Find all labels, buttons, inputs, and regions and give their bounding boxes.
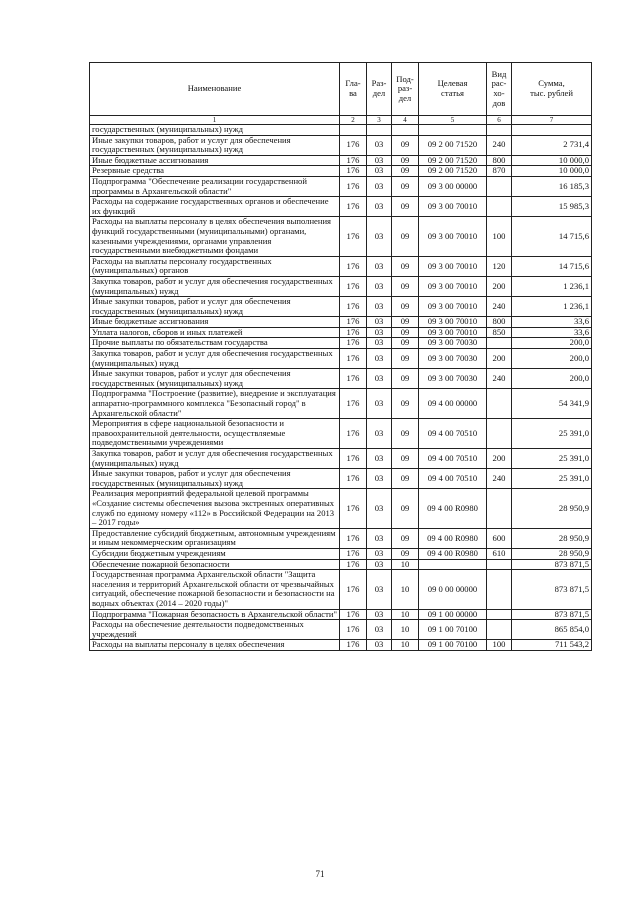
row-name: Субсидии бюджетным учреждениям	[90, 548, 340, 559]
row-razdel: 03	[367, 135, 392, 155]
row-name: Подпрограмма "Обеспечение реализации государственной программы в Архангельской области"	[90, 176, 340, 196]
row-podrazdel: 09	[392, 548, 419, 559]
row-sum: 1 236,1	[512, 297, 592, 317]
row-podrazdel: 09	[392, 176, 419, 196]
row-glava: 176	[340, 570, 367, 609]
row-razdel	[367, 125, 392, 136]
column-number: 1	[90, 116, 340, 125]
row-glava: 176	[340, 327, 367, 338]
row-sum: 711 543,2	[512, 640, 592, 651]
row-statya: 09 4 00 R0980	[419, 528, 487, 548]
row-vid	[487, 338, 512, 349]
table-row	[90, 135, 592, 155]
row-sum: 10 000,0	[512, 155, 592, 166]
row-statya: 09 4 00 70510	[419, 449, 487, 469]
row-glava: 176	[340, 338, 367, 349]
table-row	[90, 369, 592, 389]
row-glava: 176	[340, 349, 367, 369]
row-vid: 200	[487, 449, 512, 469]
row-name: государственных (муниципальных) нужд	[90, 125, 340, 136]
row-razdel: 03	[367, 197, 392, 217]
row-sum: 2 731,4	[512, 135, 592, 155]
table-row	[90, 609, 592, 620]
header-podrazdel: Под- раз- дел	[392, 63, 419, 116]
row-vid: 600	[487, 528, 512, 548]
row-name: Иные бюджетные ассигнования	[90, 155, 340, 166]
row-statya: 09 0 00 00000	[419, 570, 487, 609]
row-statya: 09 3 00 70030	[419, 338, 487, 349]
row-sum: 873 871,5	[512, 570, 592, 609]
row-name: Иные бюджетные ассигнования	[90, 317, 340, 328]
row-podrazdel: 09	[392, 135, 419, 155]
column-number: 2	[340, 116, 367, 125]
table-row	[90, 327, 592, 338]
table-row	[90, 176, 592, 196]
row-vid	[487, 176, 512, 196]
row-razdel: 03	[367, 548, 392, 559]
row-statya: 09 3 00 70030	[419, 349, 487, 369]
row-glava: 176	[340, 369, 367, 389]
row-sum: 200,0	[512, 369, 592, 389]
row-statya: 09 4 00 70510	[419, 469, 487, 489]
row-sum	[512, 125, 592, 136]
row-name: Уплата налогов, сборов и иных платежей	[90, 327, 340, 338]
table-row	[90, 256, 592, 276]
row-sum: 25 391,0	[512, 419, 592, 449]
row-statya: 09 2 00 71520	[419, 155, 487, 166]
row-statya: 09 4 00 70510	[419, 419, 487, 449]
row-vid	[487, 489, 512, 528]
row-vid: 240	[487, 135, 512, 155]
row-glava: 176	[340, 176, 367, 196]
row-glava: 176	[340, 489, 367, 528]
row-razdel: 03	[367, 338, 392, 349]
header-razdel: Раз- дел	[367, 63, 392, 116]
row-vid: 200	[487, 276, 512, 296]
table-row	[90, 449, 592, 469]
row-razdel: 03	[367, 640, 392, 651]
table-row	[90, 559, 592, 570]
row-sum: 33,6	[512, 317, 592, 328]
row-statya	[419, 125, 487, 136]
table-row	[90, 620, 592, 640]
row-glava: 176	[340, 276, 367, 296]
row-glava: 176	[340, 197, 367, 217]
row-name: Подпрограмма "Пожарная безопасность в Архангельской области"	[90, 609, 340, 620]
row-razdel: 03	[367, 609, 392, 620]
row-razdel: 03	[367, 489, 392, 528]
row-sum: 865 854,0	[512, 620, 592, 640]
row-name: Расходы на выплаты персоналу в целях обеспечения выполнения функций государственными (муниципальными) органами, казенными учреждениями, органами управления государственными внебюджетными фондами	[90, 217, 340, 256]
header-summa: Сумма, тыс. рублей	[512, 63, 592, 116]
row-vid: 610	[487, 548, 512, 559]
row-statya: 09 3 00 70010	[419, 327, 487, 338]
row-sum: 1 236,1	[512, 276, 592, 296]
row-podrazdel: 09	[392, 166, 419, 177]
row-glava: 176	[340, 135, 367, 155]
row-podrazdel: 09	[392, 155, 419, 166]
header-row	[90, 63, 592, 116]
row-name: Резервные средства	[90, 166, 340, 177]
table-row	[90, 489, 592, 528]
row-name: Подпрограмма "Построение (развитие), внедрение и эксплуатация аппаратно-программного комплекса "Безопасный город" в Архангельской области"	[90, 389, 340, 419]
table-row	[90, 297, 592, 317]
column-number: 3	[367, 116, 392, 125]
row-razdel: 03	[367, 620, 392, 640]
row-razdel: 03	[367, 155, 392, 166]
row-sum: 873 871,5	[512, 559, 592, 570]
row-sum: 14 715,6	[512, 217, 592, 256]
row-podrazdel: 09	[392, 389, 419, 419]
row-vid	[487, 389, 512, 419]
row-name: Обеспечение пожарной безопасности	[90, 559, 340, 570]
table-row	[90, 349, 592, 369]
table-row	[90, 125, 592, 136]
table-row	[90, 166, 592, 177]
row-statya: 09 3 00 70010	[419, 197, 487, 217]
row-statya: 09 4 00 R0980	[419, 548, 487, 559]
row-statya	[419, 559, 487, 570]
header-glava: Гла- ва	[340, 63, 367, 116]
row-glava: 176	[340, 620, 367, 640]
row-statya: 09 1 00 00000	[419, 609, 487, 620]
row-razdel: 03	[367, 327, 392, 338]
row-statya: 09 3 00 70010	[419, 276, 487, 296]
row-razdel: 03	[367, 369, 392, 389]
table-row	[90, 217, 592, 256]
row-glava	[340, 125, 367, 136]
column-number: 4	[392, 116, 419, 125]
row-statya: 09 3 00 70010	[419, 297, 487, 317]
column-number: 6	[487, 116, 512, 125]
row-name: Расходы на содержание государственных органов и обеспечение их функций	[90, 197, 340, 217]
row-razdel: 03	[367, 176, 392, 196]
row-statya: 09 2 00 71520	[419, 166, 487, 177]
row-razdel: 03	[367, 469, 392, 489]
row-glava: 176	[340, 469, 367, 489]
row-glava: 176	[340, 297, 367, 317]
row-sum: 10 000,0	[512, 166, 592, 177]
table-row	[90, 197, 592, 217]
row-podrazdel	[392, 125, 419, 136]
row-sum: 54 341,9	[512, 389, 592, 419]
row-vid	[487, 559, 512, 570]
row-vid: 100	[487, 640, 512, 651]
row-glava: 176	[340, 640, 367, 651]
row-vid: 240	[487, 369, 512, 389]
row-sum: 873 871,5	[512, 609, 592, 620]
row-podrazdel: 10	[392, 640, 419, 651]
row-razdel: 03	[367, 276, 392, 296]
row-glava: 176	[340, 256, 367, 276]
row-razdel: 03	[367, 449, 392, 469]
table-row	[90, 469, 592, 489]
row-podrazdel: 09	[392, 369, 419, 389]
row-name: Иные закупки товаров, работ и услуг для обеспечения государственных (муниципальных) нужд	[90, 135, 340, 155]
row-vid: 800	[487, 155, 512, 166]
table-row	[90, 548, 592, 559]
row-podrazdel: 09	[392, 349, 419, 369]
row-razdel: 03	[367, 297, 392, 317]
row-statya: 09 3 00 70010	[419, 317, 487, 328]
row-sum: 14 715,6	[512, 256, 592, 276]
row-razdel: 03	[367, 349, 392, 369]
row-vid: 240	[487, 297, 512, 317]
page-number: 71	[315, 869, 325, 879]
row-vid: 850	[487, 327, 512, 338]
row-podrazdel: 09	[392, 528, 419, 548]
row-name: Иные закупки товаров, работ и услуг для обеспечения государственных (муниципальных) нужд	[90, 297, 340, 317]
header-name: Наименование	[90, 63, 340, 116]
row-sum: 33,6	[512, 327, 592, 338]
row-razdel: 03	[367, 256, 392, 276]
row-name: Расходы на выплаты персоналу государственных (муниципальных) органов	[90, 256, 340, 276]
row-statya: 09 3 00 00000	[419, 176, 487, 196]
row-name: Иные закупки товаров, работ и услуг для обеспечения государственных (муниципальных) нужд	[90, 469, 340, 489]
row-vid: 120	[487, 256, 512, 276]
row-sum: 200,0	[512, 338, 592, 349]
row-podrazdel: 09	[392, 297, 419, 317]
row-vid: 800	[487, 317, 512, 328]
table-row	[90, 419, 592, 449]
row-sum: 200,0	[512, 349, 592, 369]
header-statya: Целевая статья	[419, 63, 487, 116]
row-razdel: 03	[367, 559, 392, 570]
row-statya: 09 4 00 00000	[419, 389, 487, 419]
row-razdel: 03	[367, 217, 392, 256]
row-glava: 176	[340, 609, 367, 620]
row-name: Мероприятия в сфере национальной безопасности и правоохранительной деятельности, осуществляемые подведомственными учреждениями	[90, 419, 340, 449]
row-podrazdel: 09	[392, 217, 419, 256]
row-vid	[487, 197, 512, 217]
row-vid	[487, 570, 512, 609]
table-row	[90, 570, 592, 609]
row-vid	[487, 620, 512, 640]
row-statya: 09 3 00 70010	[419, 217, 487, 256]
row-vid: 240	[487, 469, 512, 489]
row-razdel: 03	[367, 528, 392, 548]
row-razdel: 03	[367, 570, 392, 609]
row-vid: 200	[487, 349, 512, 369]
row-podrazdel: 09	[392, 489, 419, 528]
row-glava: 176	[340, 528, 367, 548]
row-glava: 176	[340, 217, 367, 256]
row-podrazdel: 09	[392, 327, 419, 338]
row-podrazdel: 10	[392, 620, 419, 640]
row-glava: 176	[340, 548, 367, 559]
table-row	[90, 640, 592, 651]
row-statya: 09 4 00 R0980	[419, 489, 487, 528]
table-row	[90, 155, 592, 166]
table-row	[90, 317, 592, 328]
row-glava: 176	[340, 389, 367, 419]
row-sum: 16 185,3	[512, 176, 592, 196]
row-statya: 09 3 00 70010	[419, 256, 487, 276]
row-name: Закупка товаров, работ и услуг для обеспечения государственных (муниципальных) нужд	[90, 276, 340, 296]
header-vid: Вид рас- хо- дов	[487, 63, 512, 116]
row-podrazdel: 09	[392, 197, 419, 217]
row-name: Закупка товаров, работ и услуг для обеспечения государственных (муниципальных) нужд	[90, 449, 340, 469]
budget-table	[89, 62, 592, 651]
row-podrazdel: 09	[392, 469, 419, 489]
table-body	[90, 125, 592, 651]
row-vid	[487, 125, 512, 136]
row-sum: 28 950,9	[512, 548, 592, 559]
row-sum: 25 391,0	[512, 469, 592, 489]
row-vid	[487, 419, 512, 449]
row-podrazdel: 10	[392, 609, 419, 620]
row-razdel: 03	[367, 317, 392, 328]
row-name: Расходы на обеспечение деятельности подведомственных учреждений	[90, 620, 340, 640]
row-name: Реализация мероприятий федеральной целевой программы «Создание системы обеспечения вызова экстренных оперативных служб по единому номеру «112» в Российской Федерации на 2013 – 2017 годы»	[90, 489, 340, 528]
row-podrazdel: 09	[392, 276, 419, 296]
row-statya: 09 1 00 70100	[419, 640, 487, 651]
row-name: Закупка товаров, работ и услуг для обеспечения государственных (муниципальных) нужд	[90, 349, 340, 369]
row-statya: 09 3 00 70030	[419, 369, 487, 389]
table-row	[90, 276, 592, 296]
table-row	[90, 338, 592, 349]
table-row	[90, 389, 592, 419]
row-name: Иные закупки товаров, работ и услуг для обеспечения государственных (муниципальных) нужд	[90, 369, 340, 389]
row-statya: 09 1 00 70100	[419, 620, 487, 640]
row-podrazdel: 10	[392, 570, 419, 609]
column-number: 7	[512, 116, 592, 125]
row-podrazdel: 09	[392, 256, 419, 276]
row-razdel: 03	[367, 166, 392, 177]
row-glava: 176	[340, 166, 367, 177]
row-vid	[487, 609, 512, 620]
row-sum: 28 950,9	[512, 528, 592, 548]
row-name: Прочие выплаты по обязательствам государства	[90, 338, 340, 349]
table-row	[90, 528, 592, 548]
row-glava: 176	[340, 449, 367, 469]
row-glava: 176	[340, 419, 367, 449]
row-podrazdel: 09	[392, 338, 419, 349]
row-glava: 176	[340, 155, 367, 166]
row-vid: 100	[487, 217, 512, 256]
row-name: Государственная программа Архангельской области "Защита населения и территорий Архангельской области от чрезвычайных ситуаций, обеспечение пожарной безопасности и безопасности на водных объектах (2014 – 2020 годы)"	[90, 570, 340, 609]
row-razdel: 03	[367, 389, 392, 419]
row-sum: 28 950,9	[512, 489, 592, 528]
row-glava: 176	[340, 317, 367, 328]
row-vid: 870	[487, 166, 512, 177]
row-podrazdel: 10	[392, 559, 419, 570]
row-glava: 176	[340, 559, 367, 570]
row-podrazdel: 09	[392, 419, 419, 449]
column-number: 5	[419, 116, 487, 125]
row-podrazdel: 09	[392, 449, 419, 469]
row-name: Расходы на выплаты персоналу в целях обеспечения	[90, 640, 340, 651]
row-name: Предоставление субсидий бюджетным, автономным учреждениям и иным некоммерческим организациям	[90, 528, 340, 548]
row-razdel: 03	[367, 419, 392, 449]
row-sum: 25 391,0	[512, 449, 592, 469]
row-statya: 09 2 00 71520	[419, 135, 487, 155]
row-sum: 15 985,3	[512, 197, 592, 217]
row-podrazdel: 09	[392, 317, 419, 328]
